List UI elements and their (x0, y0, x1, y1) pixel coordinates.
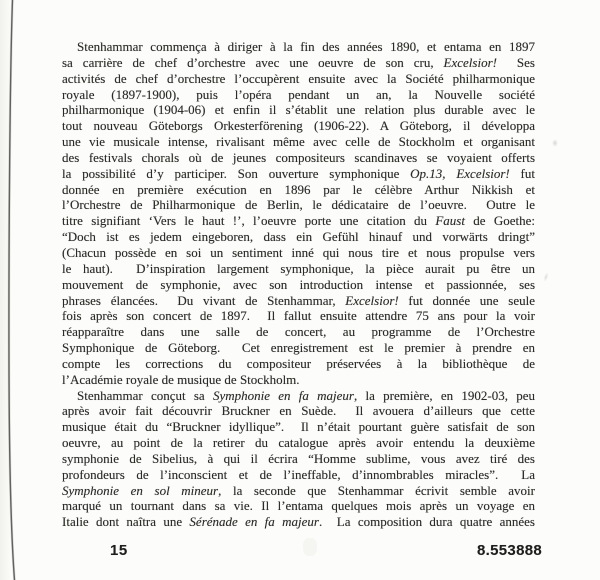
text-line (62, 261, 535, 277)
text-run: phrases élancées. Du vivant de Stenhammar, (62, 292, 346, 308)
italic-title-text: Symphonie en fa majeur (212, 387, 354, 403)
catalog-number: 8.553888 (477, 542, 542, 559)
text-run: activités de chef d’orchestre l’occupèrent ensuite avec la Société philharmonique (62, 70, 535, 86)
text-run: Stenhammar commença à diriger à la fin des années 1890, et entama en 1897 (77, 39, 535, 54)
italic-title-text: Sérénade en fa majeur (189, 514, 319, 530)
text-line (62, 134, 535, 150)
text-run: de Goethe: (464, 213, 535, 229)
text-run: fut donnée une seule (398, 292, 535, 308)
text-run: oeuvre, au point de la retirer du catalogue après avoir entendu la deuxième (62, 435, 535, 451)
text-line (62, 102, 535, 118)
body-text (62, 39, 535, 530)
text-run: . La composition dura quatre années (318, 514, 535, 530)
text-line (62, 87, 535, 103)
scan-smudge (303, 538, 317, 556)
italic-title-text: Op.13, Excelsior! (410, 165, 510, 181)
text-run: fois après son concert de 1897. Il fallut ensuite attendre 75 ans pour la voir (62, 308, 535, 324)
text-run: Italie dont naîtra une (62, 514, 190, 530)
text-run: après avoir fait découvrir Bruckner en Suède. Il avouera d’ailleurs que cette (62, 403, 535, 419)
text-run: , la première, en 1902-03, peu (354, 387, 535, 403)
text-run: l’Académie royale de musique de Stockholm. (62, 371, 300, 387)
text-line (62, 213, 535, 229)
text-run: titre signifiant ‘Vers le haut !’, l’oeuvre porte une citation du (62, 213, 436, 229)
text-run: (Chacun possède en soi un sentiment inné qui nous tire et nous propulse vers (62, 244, 535, 260)
text-run: l’Orchestre de Philharmonique de Berlin, le dédicataire de l’oeuvre. Outre le (62, 197, 535, 213)
text-line (62, 467, 535, 483)
scan-speck (543, 272, 550, 283)
text-line (62, 388, 535, 404)
text-run: philharmonique (1904-06) et enfin il s’établit une relation plus durable avec le (62, 102, 535, 118)
text-run: le haut). D’inspiration largement symphonique, la pièce aurait pu être un (62, 260, 535, 276)
text-line (62, 197, 535, 213)
text-line (62, 71, 535, 87)
text-line (62, 150, 535, 166)
text-line (62, 245, 535, 261)
text-run: royale (1897-1900), puis l’opéra pendant un an, la Nouvelle société (62, 86, 535, 102)
text-line (62, 118, 535, 134)
text-run: une vie musicale intense, rivalisant même avec celle de Stockholm et organisant (62, 134, 535, 150)
text-run: profondeurs de l’inconscient et de l’ineffable, d’innombrables miracles”. La (62, 466, 535, 482)
page-edge-line (0, 0, 24, 580)
text-run: sa carrière de chef d’orchestre avec une oeuvre de son cru, (62, 54, 444, 70)
italic-title-text: Faust (435, 213, 465, 229)
text-run: musique était du “Bruckner idyllique”. Il n’était pourtant guère satisfait de son (62, 419, 535, 435)
text-line (62, 483, 535, 499)
text-line (62, 277, 535, 293)
text-run: , la seconde que Stenhammar écrivit semble avoir (218, 482, 535, 498)
text-line (62, 229, 535, 245)
text-run: “Doch ist es jedem eingeboren, dass ein Gefühl hinauf und vorwärts dringt” (62, 229, 535, 245)
text-line (62, 293, 535, 309)
text-run: mouvement de symphonie, avec son introduction intense et passionnée, ses (62, 276, 535, 292)
page-footer (62, 540, 542, 562)
scan-speck (552, 139, 558, 147)
italic-title-text: Excelsior! (443, 54, 497, 70)
text-run: des festivals chorals où de jeunes compositeurs scandinaves se voyaient offerts (62, 149, 535, 165)
text-run: réapparaître dans une salle de concert, au programme de l’Orchestre (62, 324, 535, 340)
text-line (62, 419, 535, 435)
text-line (62, 182, 535, 198)
text-run: Ses (496, 54, 535, 70)
page-number: 15 (110, 542, 128, 559)
text-line (62, 451, 535, 467)
text-line (62, 435, 535, 451)
text-line (62, 356, 535, 372)
italic-title-text: Symphonie en sol mineur (62, 482, 219, 498)
text-line (62, 403, 535, 419)
text-run: Stenhammar conçut sa (77, 387, 213, 403)
italic-title-text: Excelsior! (345, 292, 399, 308)
text-run: donnée en première exécution en 1896 par le célèbre Arthur Nikkish et (62, 181, 535, 197)
text-run: tout nouveau Göteborgs Orkesterförening (1906-22). A Göteborg, il développa (62, 118, 535, 134)
text-run: Symphonique de Göteborg. Cet enregistrement est le premier à prendre en (62, 340, 535, 356)
text-line (62, 372, 535, 388)
text-run: compte les corrections du compositeur préservées à la bibliothèque de (62, 355, 535, 371)
text-line (62, 166, 535, 182)
text-line (62, 324, 535, 340)
text-line (62, 39, 535, 55)
text-line (62, 498, 535, 514)
text-line (62, 55, 535, 71)
text-line (62, 514, 535, 530)
text-line (62, 308, 535, 324)
text-run: symphonie de Sibelius, à qui il écrira “Homme sublime, vous avez tiré des (62, 450, 535, 466)
text-run: la possibilité d’y participer. Son ouverture symphonique (62, 165, 411, 181)
text-run: marqué un tournant dans sa vie. Il l’entama quelques mois après un voyage en (62, 498, 535, 514)
text-run: fut (509, 165, 535, 181)
text-line (62, 340, 535, 356)
